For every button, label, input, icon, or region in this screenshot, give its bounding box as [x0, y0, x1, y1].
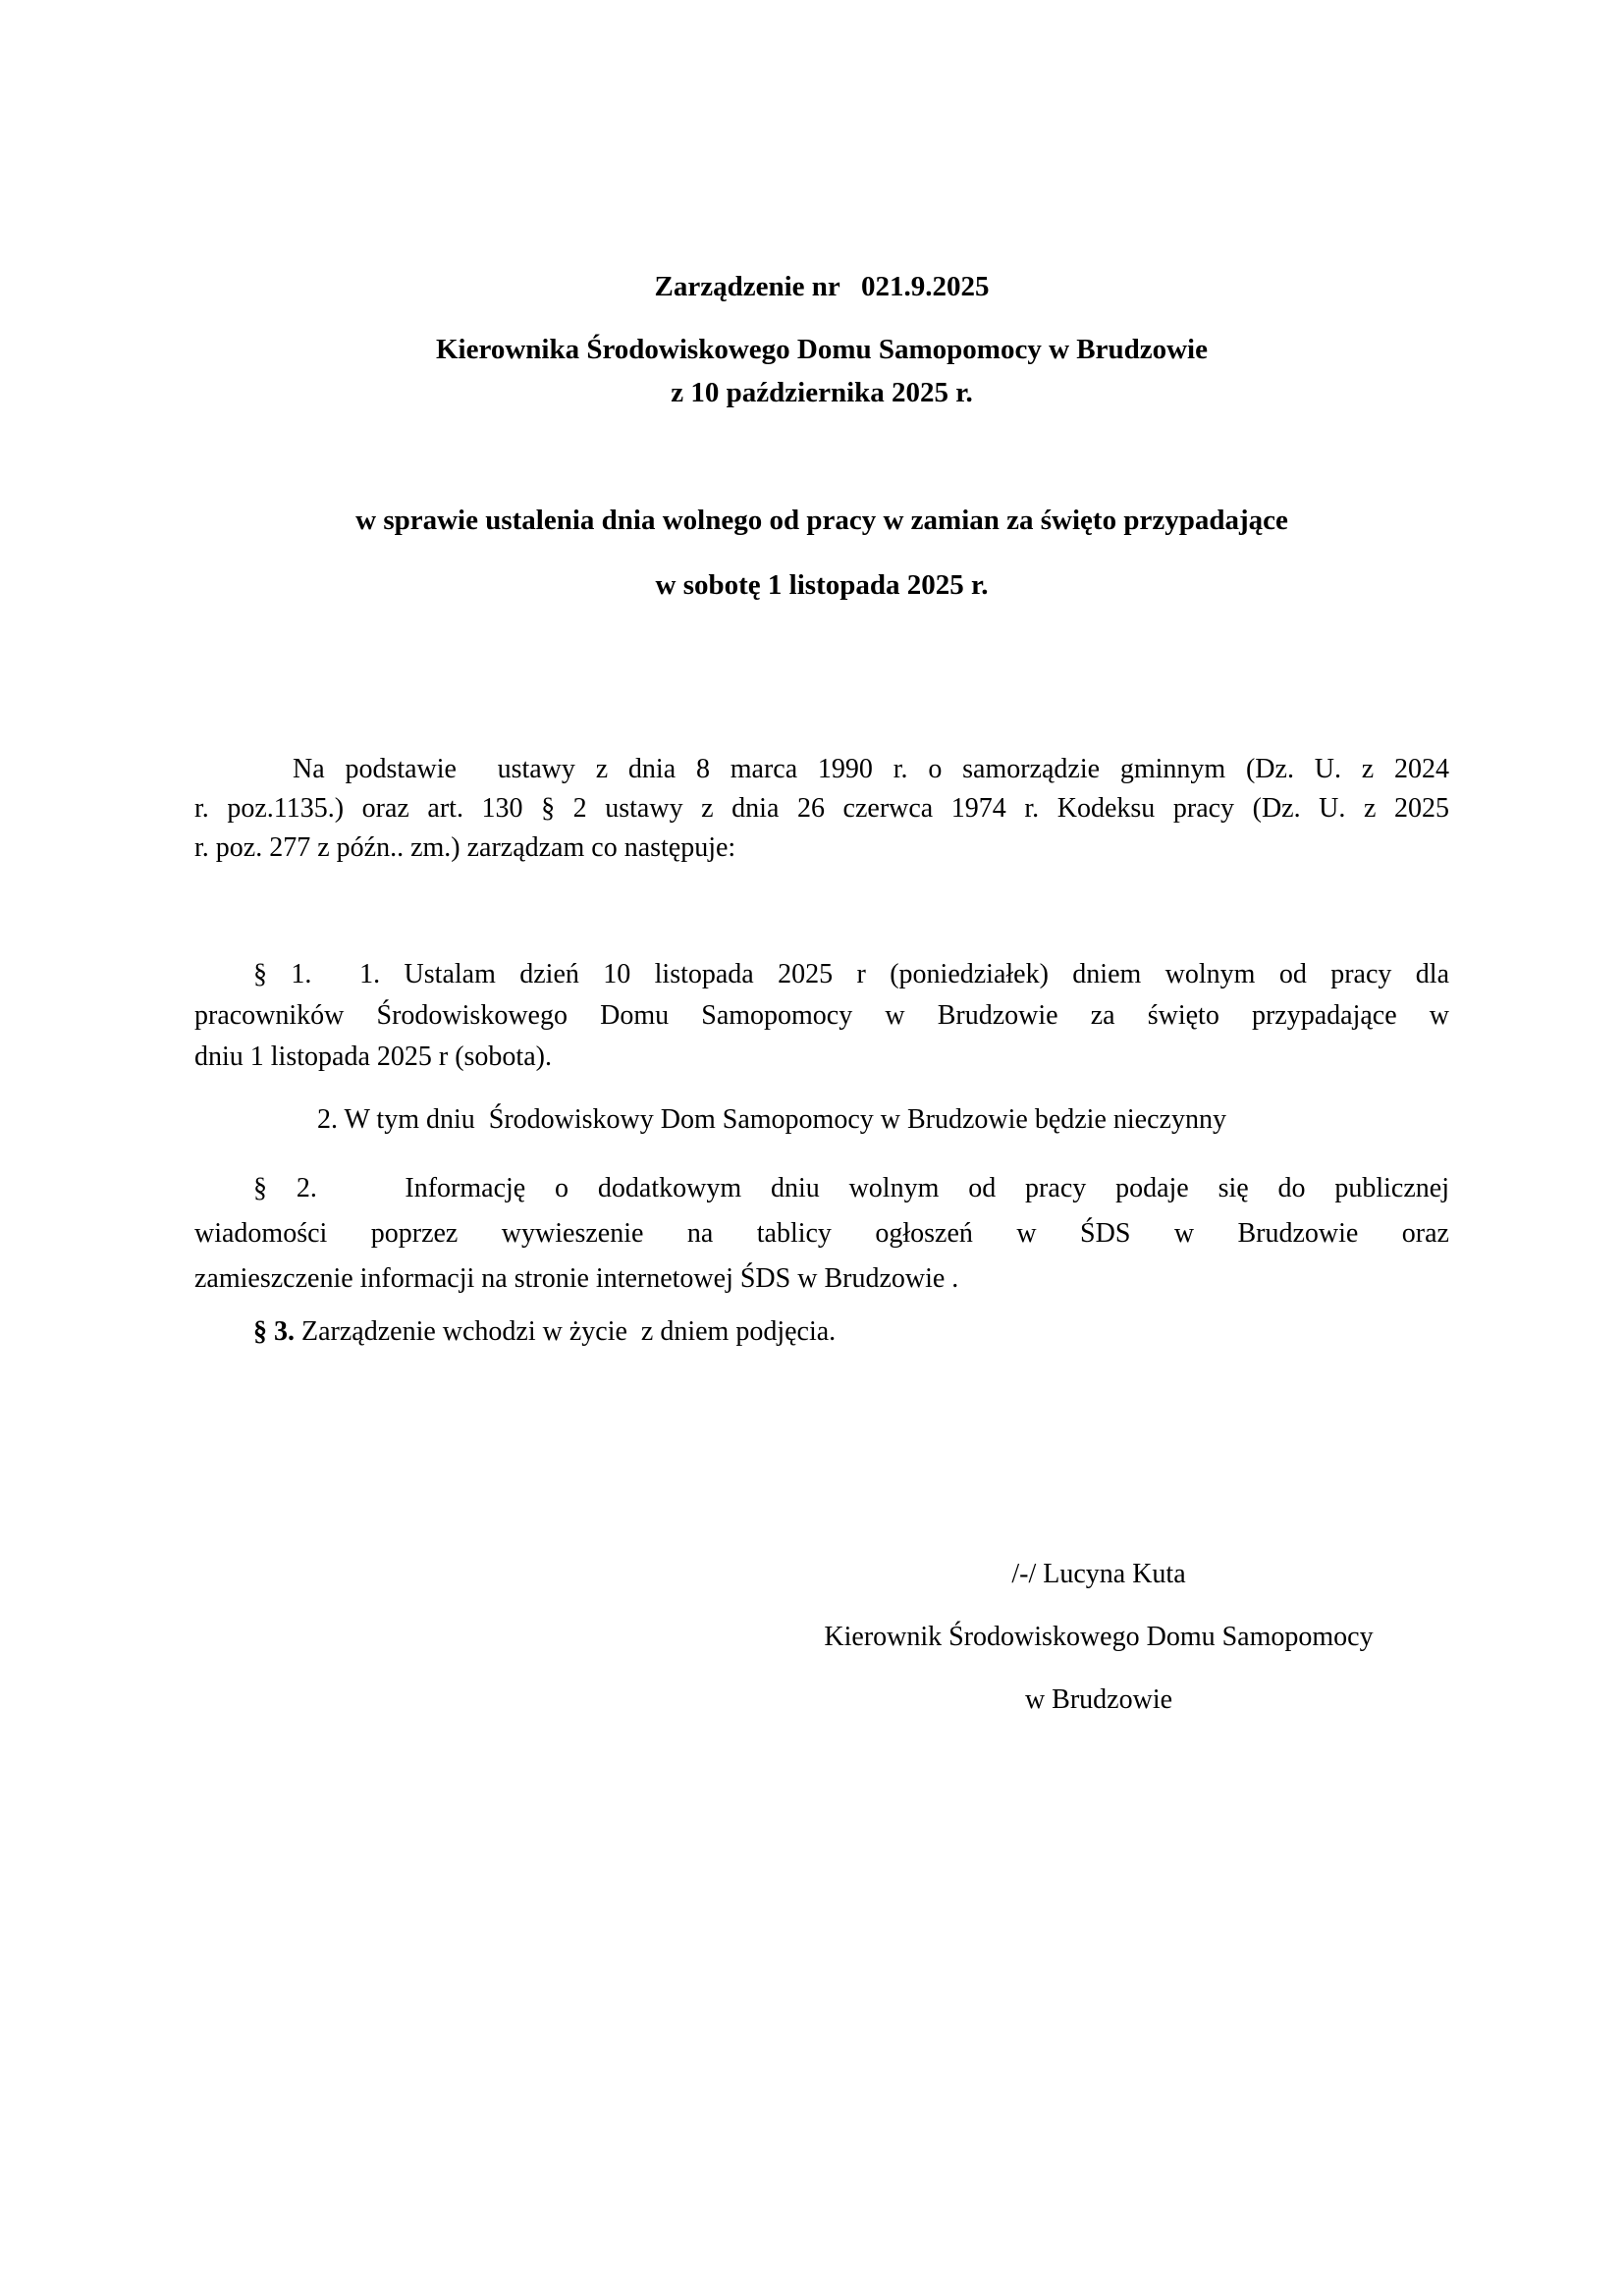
- section-2-line: § 2. Informację o dodatkowym dniu wolnym od pracy podaje się do publicznej: [253, 1173, 1449, 1203]
- document-issuer: Kierownika Środowiskowego Domu Samopomocy w Brudzowie: [435, 334, 1208, 365]
- section-2-line: zamieszczenie informacji na stronie internetowej ŚDS w Brudzowie .: [194, 1263, 959, 1294]
- legal-basis-line: Na podstawie ustawy z dnia 8 marca 1990 r. o samorządzie gminnym (Dz. U. z 2024: [293, 754, 1449, 784]
- document-date: z 10 października 2025 r.: [671, 377, 973, 408]
- section-1-line: § 1. 1. Ustalam dzień 10 listopada 2025 r (poniedziałek) dniem wolnym od pracy dla: [253, 959, 1449, 989]
- section-1-line: dniu 1 listopada 2025 r (sobota).: [194, 1041, 552, 1072]
- signature-title: Kierownik Środowiskowego Domu Samopomocy: [824, 1622, 1374, 1652]
- section-3-marker: § 3.: [253, 1316, 295, 1347]
- legal-basis-line: r. poz. 277 z późn.. zm.) zarządzam co następuje:: [194, 832, 736, 863]
- section-1-line: pracowników Środowiskowego Domu Samopomocy w Brudzowie za święto przypadające w: [194, 1000, 1449, 1031]
- document-subject-line-1: w sprawie ustalenia dnia wolnego od pracy w zamian za święto przypadające: [355, 505, 1288, 536]
- section-1-item-2: 2. W tym dniu Środowiskowy Dom Samopomocy w Brudzowie będzie nieczynny: [317, 1104, 1226, 1135]
- section-2-line: wiadomości poprzez wywieszenie na tablicy ogłoszeń w ŚDS w Brudzowie oraz: [194, 1218, 1449, 1249]
- signature-location: w Brudzowie: [1024, 1684, 1173, 1715]
- document-title: Zarządzenie nr 021.9.2025: [654, 271, 990, 302]
- section-1-paragraph: [194, 954, 1449, 1078]
- section-3-paragraph: [194, 1311, 1449, 1353]
- document-subject-line-2: w sobotę 1 listopada 2025 r.: [655, 569, 989, 601]
- signature-name: /-/ Lucyna Kuta: [1011, 1559, 1186, 1589]
- legal-basis-line: r. poz.1135.) oraz art. 130 § 2 ustawy z dnia 26 czerwca 1974 r. Kodeksu pracy (Dz. U. z 2025: [194, 793, 1449, 824]
- section-3-text: Zarządzenie wchodzi w życie z dniem podjęcia.: [295, 1316, 837, 1347]
- signature-block: [746, 1553, 1451, 1722]
- legal-basis-paragraph: [194, 750, 1449, 868]
- section-2-paragraph: [194, 1166, 1449, 1302]
